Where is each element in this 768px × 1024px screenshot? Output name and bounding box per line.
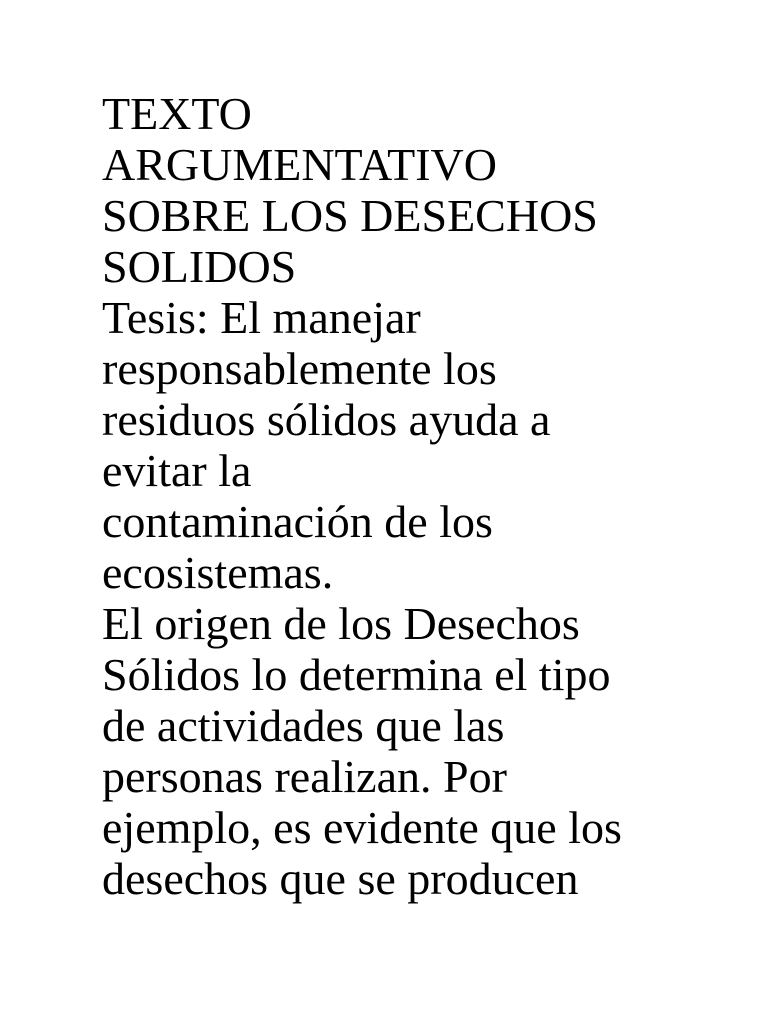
title-line: SOBRE LOS DESECHOS [102,190,598,241]
thesis-line: evitar la [102,445,252,496]
body-line: desechos que se producen [102,853,579,904]
body-line: ejemplo, es evidente que los [102,802,622,853]
body-line: personas realizan. Por [102,751,507,802]
thesis-line: residuos sólidos ayuda a [102,394,551,445]
thesis-line: responsablemente los [102,343,497,394]
thesis-line: contaminación de los [102,496,493,547]
thesis-line: ecosistemas. [102,547,334,598]
title-line: ARGUMENTATIVO [102,139,497,190]
title-line: SOLIDOS [102,241,297,292]
thesis-line: Tesis: El manejar [102,292,421,343]
title-line: TEXTO [102,88,252,139]
body-line: El origen de los Desechos [102,598,580,649]
body-line: Sólidos lo determina el tipo [102,649,611,700]
body-line: de actividades que las [102,700,505,751]
document-page [102,88,742,904]
